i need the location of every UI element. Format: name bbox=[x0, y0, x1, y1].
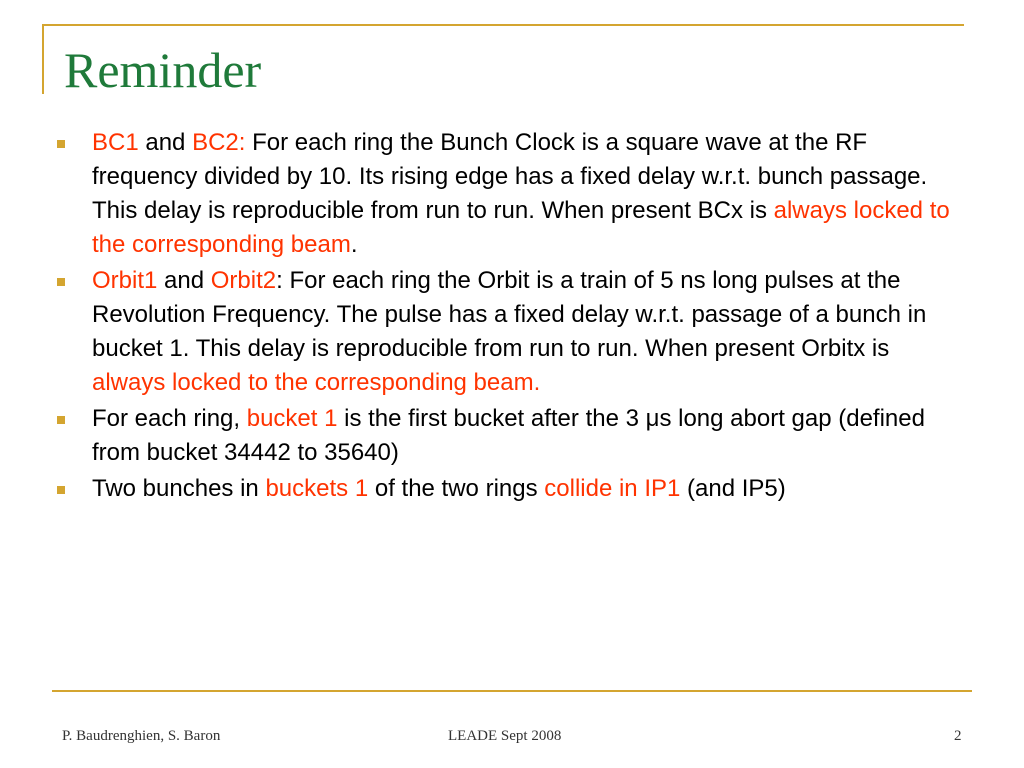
highlight-text: always locked to the corresponding beam. bbox=[92, 369, 541, 396]
highlight-text: BC2: bbox=[192, 129, 246, 156]
footer-rule bbox=[52, 690, 972, 692]
bullet-item bbox=[52, 472, 952, 506]
slide-title: Reminder bbox=[64, 42, 262, 98]
square-bullet-icon bbox=[57, 140, 65, 148]
body-text: and bbox=[138, 129, 193, 156]
body-text: is the first bucket after the 3 μs long abort gap (defined from bucket 34442 to 35640) bbox=[92, 405, 925, 466]
highlight-text: collide in IP1 bbox=[544, 475, 681, 502]
square-bullet-icon bbox=[57, 416, 65, 424]
square-bullet-icon bbox=[57, 486, 65, 494]
highlight-text: Orbit1 bbox=[92, 267, 158, 294]
highlight-text: bucket 1 bbox=[246, 405, 338, 432]
body-text: of the two rings bbox=[368, 475, 545, 502]
body-text: For each ring the Bunch Clock is a square wave at the RF frequency divided by 10. Its rising edge has a fixed delay w.r.t. bunch passage. This delay is reproducible from run to run. When present BCx is bbox=[92, 129, 928, 224]
body-text: (and IP5) bbox=[680, 475, 786, 502]
highlight-text: BC1 bbox=[92, 129, 139, 156]
body-text: . bbox=[350, 231, 358, 258]
square-bullet-icon bbox=[57, 278, 65, 286]
highlight-text: Orbit2 bbox=[210, 267, 277, 294]
left-rule bbox=[42, 24, 44, 94]
bullet-item bbox=[52, 264, 952, 400]
top-rule bbox=[42, 24, 964, 26]
body-text: Two bunches in bbox=[92, 475, 266, 502]
bullet-item bbox=[52, 126, 952, 262]
highlight-text: always locked to the corresponding beam bbox=[92, 197, 950, 258]
bullet-list bbox=[52, 126, 952, 508]
bullet-item bbox=[52, 402, 952, 470]
footer-authors: P. Baudrenghien, S. Baron bbox=[62, 728, 221, 744]
footer-event: LEADE Sept 2008 bbox=[448, 728, 562, 744]
body-text: For each ring, bbox=[92, 405, 247, 432]
body-text: and bbox=[157, 267, 211, 294]
page-number: 2 bbox=[954, 728, 962, 744]
highlight-text: buckets 1 bbox=[265, 475, 369, 502]
body-text: : For each ring the Orbit is a train of 5 ns long pulses at the Revolution Frequency. The pulse has a fixed delay w.r.t. passage of a bunch in bucket 1. This delay is reproducible from run to run. When present Orbitx is bbox=[92, 267, 927, 362]
